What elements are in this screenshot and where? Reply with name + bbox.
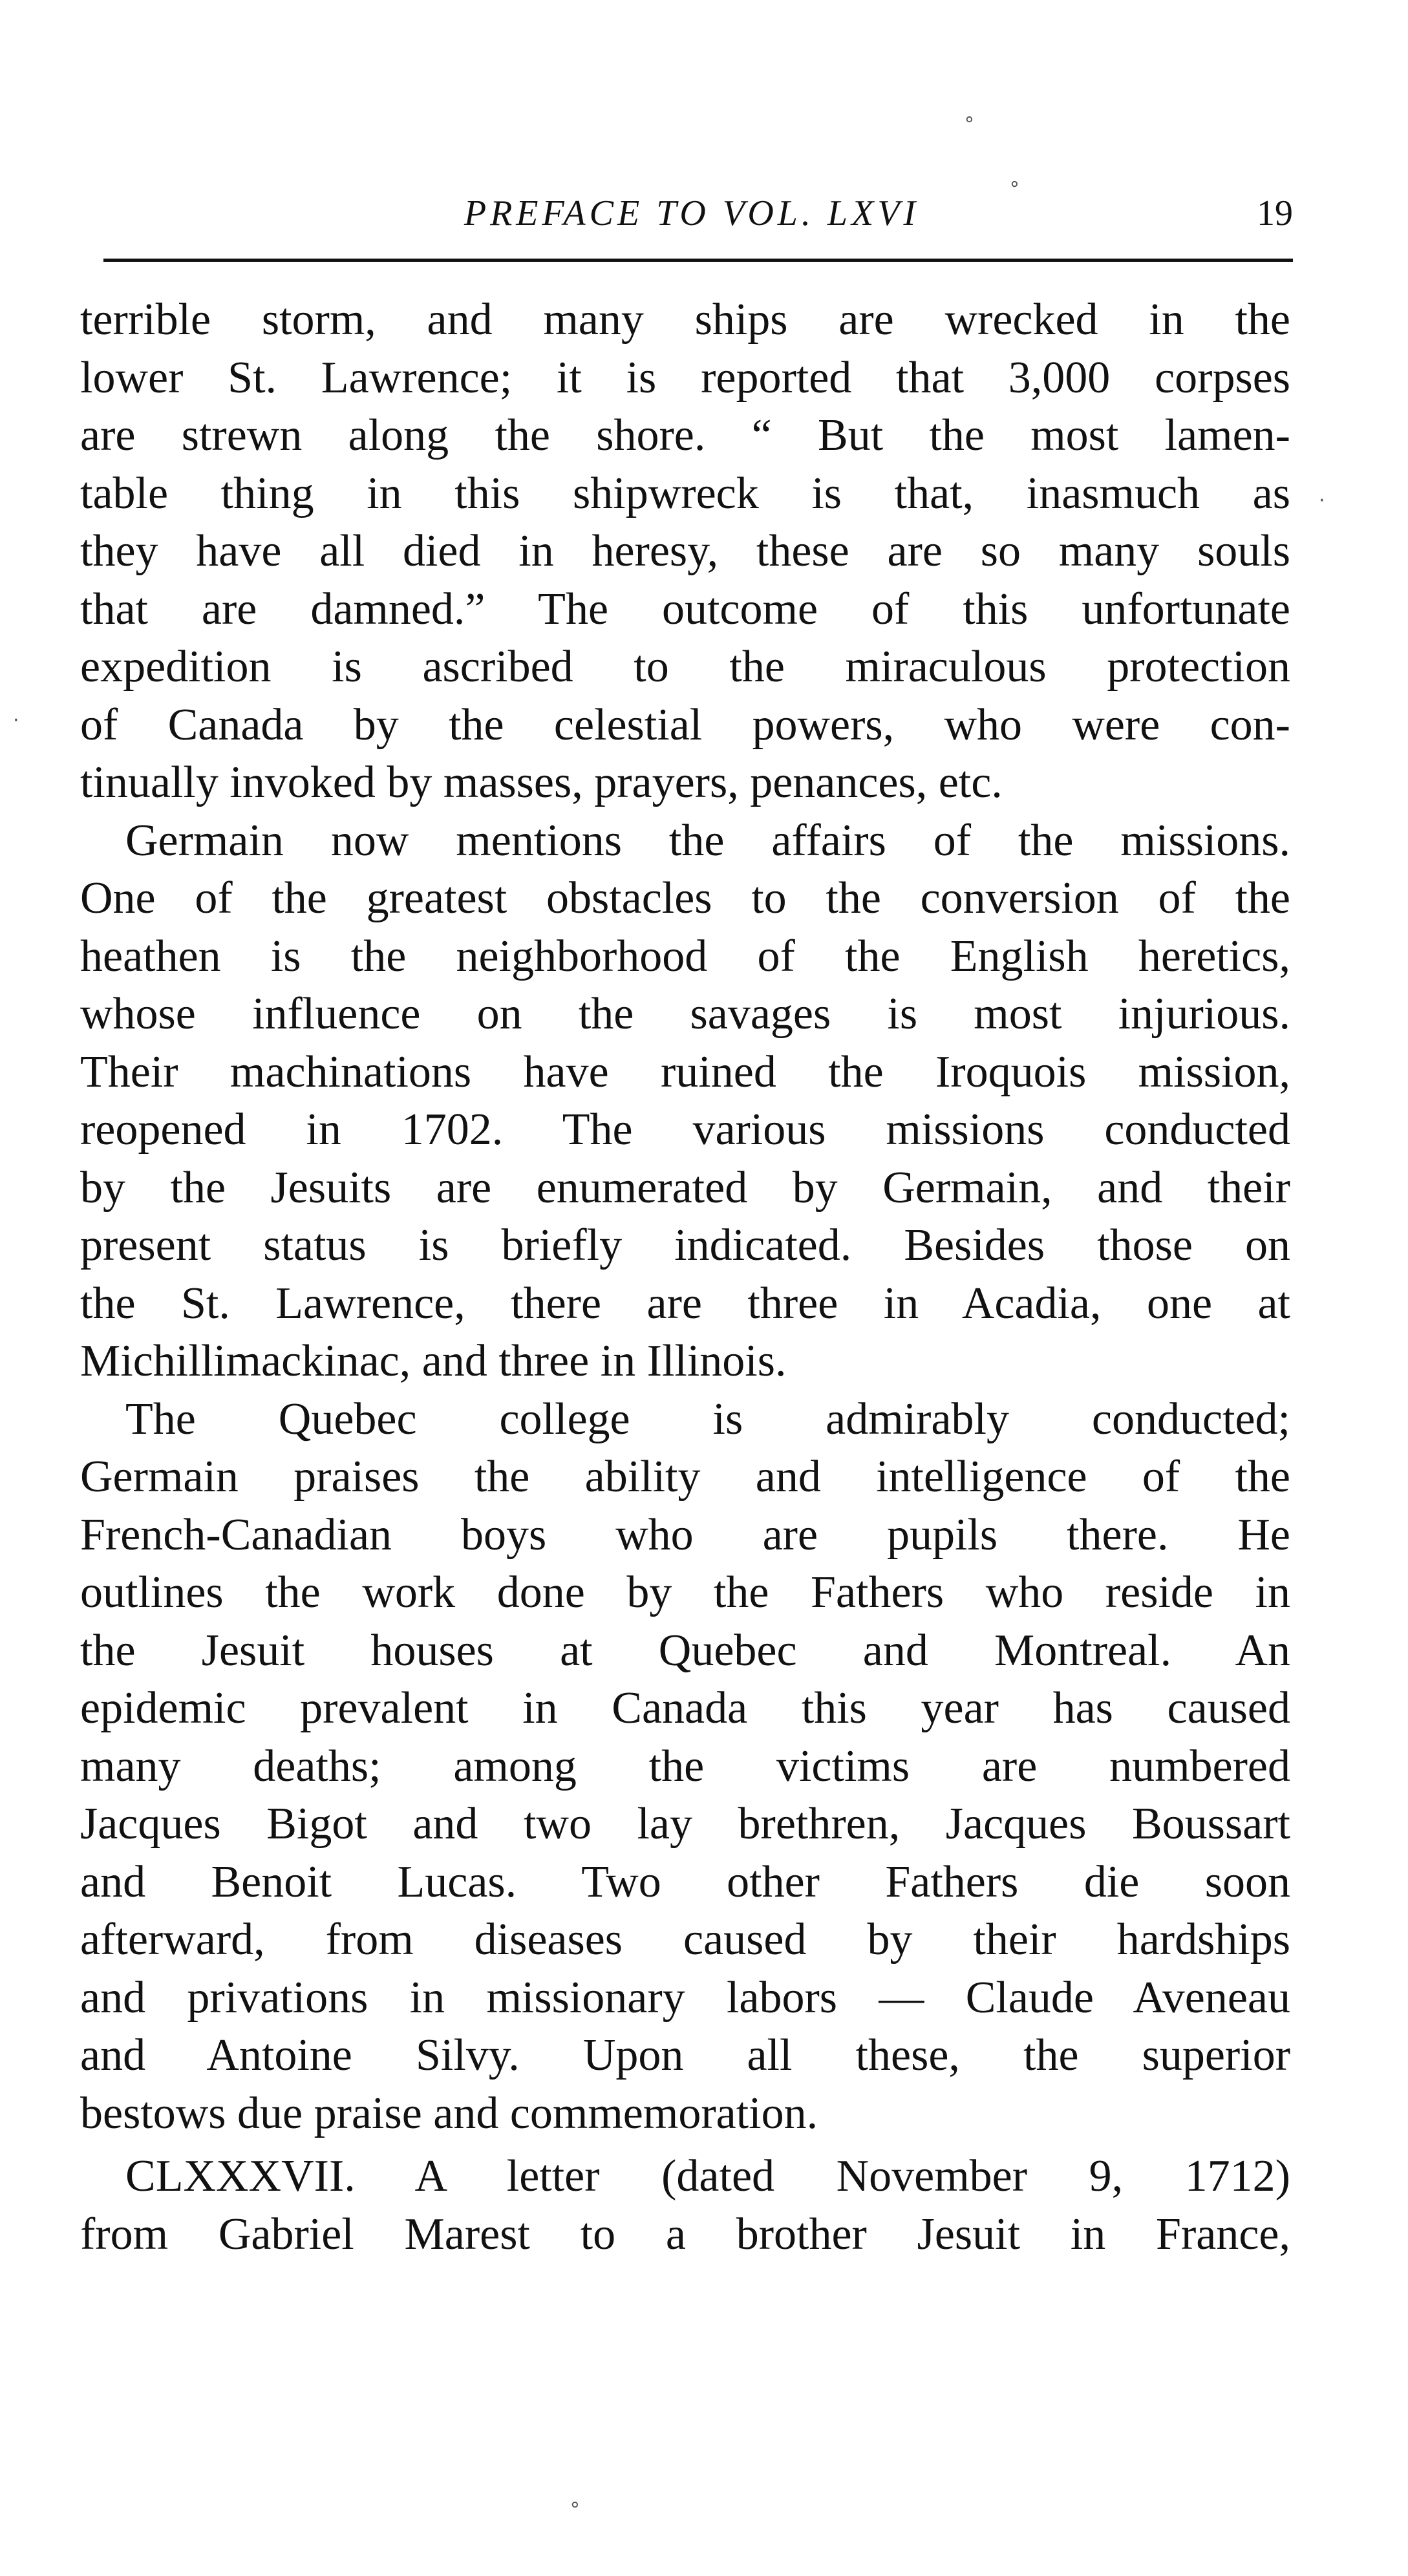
text-line: tinually invoked by masses, prayers, penances, etc. xyxy=(80,758,1003,807)
text-line: and Antoine Silvy. Upon all these, the superior xyxy=(80,2030,1290,2080)
text-line: afterward, from diseases caused by their hardships xyxy=(80,1915,1290,1964)
text-line: CLXXXVII. A letter (dated November 9, 1712) xyxy=(125,2151,1290,2201)
running-title: PREFACE TO VOL. LXVI xyxy=(464,193,920,233)
text-line: from Gabriel Marest to a brother Jesuit in France, xyxy=(80,2209,1290,2259)
paragraph-letter-clxxxvii xyxy=(80,2147,1290,2263)
text-line: Germain praises the ability and intelligence of the xyxy=(80,1452,1290,1502)
scan-speck: ∘ xyxy=(963,108,976,131)
paragraph-gap xyxy=(80,2142,1290,2147)
header-rule xyxy=(103,259,1293,262)
text-line: the Jesuit houses at Quebec and Montreal. An xyxy=(80,1625,1290,1676)
text-line: of Canada by the celestial powers, who were con- xyxy=(80,699,1290,750)
text-line: Germain now mentions the affairs of the missions. xyxy=(125,815,1290,866)
text-line: that are damned.” The outcome of this unfortunate xyxy=(80,584,1290,634)
text-line: Jacques Bigot and two lay brethren, Jacques Boussart xyxy=(80,1799,1290,1849)
page-number: 19 xyxy=(1257,193,1293,233)
text-line: One of the greatest obstacles to the conversion of the xyxy=(80,873,1290,923)
scan-speck: ∘ xyxy=(1008,173,1021,195)
text-line: The Quebec college is admirably conducted; xyxy=(125,1394,1290,1444)
text-line: Michillimackinac, and three in Illinois. xyxy=(80,1336,787,1386)
text-line: many deaths; among the victims are numbered xyxy=(80,1741,1290,1791)
text-line: bestows due praise and commemoration. xyxy=(80,2088,818,2138)
text-line: Their machinations have ruined the Iroquois mission, xyxy=(80,1047,1290,1097)
text-line: the St. Lawrence, there are three in Acadia, one at xyxy=(80,1278,1290,1328)
text-line: outlines the work done by the Fathers who reside in xyxy=(80,1568,1290,1617)
text-line: terrible storm, and many ships are wrecked in the xyxy=(80,295,1290,345)
paragraph-storm xyxy=(80,291,1290,812)
text-line: whose influence on the savages is most injurious. xyxy=(80,989,1290,1039)
text-line: are strewn along the shore. “ But the most lamen- xyxy=(80,410,1290,460)
paragraph-quebec-college xyxy=(80,1390,1290,2143)
paragraph-missions xyxy=(80,812,1290,1390)
text-line: present status is briefly indicated. Besides those on xyxy=(80,1220,1290,1270)
body-text xyxy=(80,291,1290,2263)
text-line: and Benoit Lucas. Two other Fathers die soon xyxy=(80,1857,1290,1907)
text-line: expedition is ascribed to the miraculous protection xyxy=(80,642,1290,692)
text-line: table thing in this shipwreck is that, inasmuch as xyxy=(80,468,1290,518)
page-header xyxy=(91,187,1293,239)
text-line: lower St. Lawrence; it is reported that 3,000 corpses xyxy=(80,352,1290,403)
text-line: French-Canadian boys who are pupils there. He xyxy=(80,1509,1290,1560)
text-line: and privations in missionary labors — Claude Aveneau xyxy=(80,1972,1290,2023)
scan-speck: ∘ xyxy=(569,2493,581,2516)
text-line: epidemic prevalent in Canada this year has caused xyxy=(80,1683,1290,1733)
scan-speck: · xyxy=(13,709,19,732)
text-line: reopened in 1702. The various missions conducted xyxy=(80,1105,1290,1155)
text-line: heathen is the neighborhood of the English heretics, xyxy=(80,931,1290,981)
text-line: they have all died in heresy, these are so many souls xyxy=(80,526,1290,576)
scan-speck: · xyxy=(1319,489,1325,512)
text-line: by the Jesuits are enumerated by Germain, and their xyxy=(80,1162,1290,1213)
